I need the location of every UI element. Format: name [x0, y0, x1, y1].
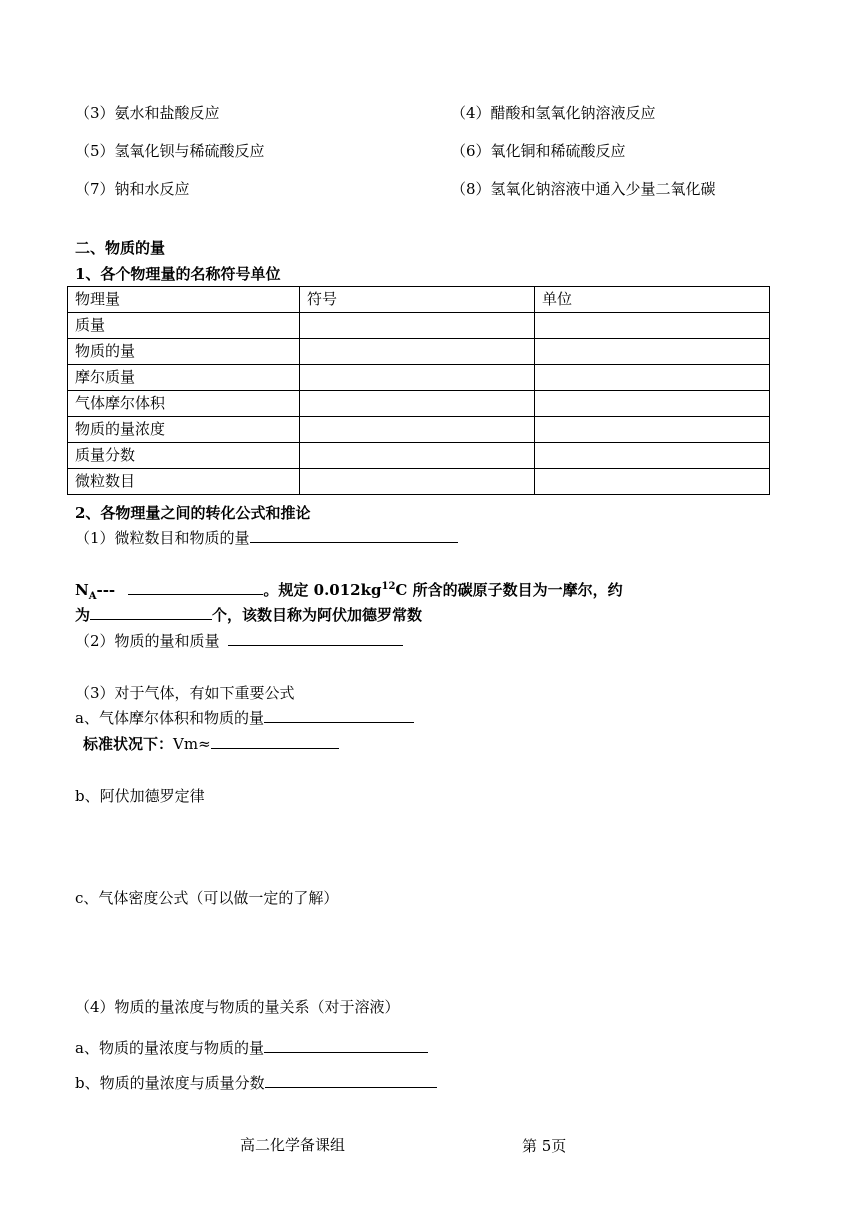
table-cell-quantity: 物质的量浓度 [68, 417, 300, 443]
table-header-cell: 物理量 [68, 287, 300, 313]
na-blank[interactable] [128, 580, 263, 595]
item-3c-label: c、气体密度公式（可以做一定的了解） [75, 889, 339, 907]
table-cell-unit[interactable] [535, 443, 770, 469]
reaction-7: （7）钠和水反应 [75, 180, 190, 198]
table-row [68, 391, 770, 417]
table-cell-unit[interactable] [535, 313, 770, 339]
reaction-3: （3）氨水和盐酸反应 [75, 104, 220, 122]
reaction-5: （5）氢氧化钡与稀硫酸反应 [75, 142, 265, 160]
std-condition-label: 标准状况下： [83, 735, 174, 753]
reaction-8: （8）氢氧化钠溶液中通入少量二氧化碳 [451, 180, 716, 198]
item-4b-line [75, 1073, 437, 1093]
item-4-label: （4）物质的量浓度与物质的量关系（对于溶液） [75, 998, 400, 1016]
quantities-table [67, 286, 770, 495]
item-3a-line [75, 708, 414, 728]
table-cell-quantity: 微粒数目 [68, 469, 300, 495]
table-cell-unit[interactable] [535, 339, 770, 365]
std-vm-label: Vm≈ [173, 735, 211, 753]
table-cell-quantity: 质量 [68, 313, 300, 339]
table-cell-unit[interactable] [535, 365, 770, 391]
na-text-1: 。规定 0.012kg [263, 581, 382, 599]
table-header-cell: 单位 [535, 287, 770, 313]
reaction-6: （6）氧化铜和稀硫酸反应 [451, 142, 626, 160]
item-1-blank[interactable] [250, 528, 458, 543]
table-cell-symbol[interactable] [300, 469, 535, 495]
item-3-label: （3）对于气体，有如下重要公式 [75, 684, 295, 702]
table-cell-unit[interactable] [535, 417, 770, 443]
std-vm-blank[interactable] [211, 734, 339, 749]
table-cell-symbol[interactable] [300, 313, 535, 339]
table-cell-quantity: 气体摩尔体积 [68, 391, 300, 417]
na-line-2-prefix: 为 [75, 606, 91, 624]
na-line-1 [75, 580, 623, 600]
table-cell-symbol[interactable] [300, 417, 535, 443]
section-title: 二、物质的量 [75, 239, 166, 257]
item-3b-label: b、阿伏加德罗定律 [75, 787, 205, 805]
na-superscript: 12 [381, 581, 396, 592]
table-row [68, 313, 770, 339]
na-line-2-suffix: 个，该数目称为阿伏加德罗常数 [212, 606, 423, 624]
table-cell-symbol[interactable] [300, 391, 535, 417]
na-dashes: --- [96, 581, 116, 599]
table-row [68, 417, 770, 443]
subsection-1-title: 1、各个物理量的名称符号单位 [75, 265, 281, 283]
item-4b-blank[interactable] [265, 1073, 437, 1088]
reaction-4: （4）醋酸和氢氧化钠溶液反应 [451, 104, 656, 122]
table-cell-unit[interactable] [535, 469, 770, 495]
avogadro-blank[interactable] [90, 605, 212, 620]
item-3a-label: a、气体摩尔体积和物质的量 [75, 709, 264, 727]
item-3a-blank[interactable] [264, 708, 414, 723]
item-4a-label: a、物质的量浓度与物质的量 [75, 1039, 264, 1057]
std-condition-line [83, 734, 339, 754]
table-row [68, 469, 770, 495]
item-4a-blank[interactable] [264, 1038, 428, 1053]
na-line-2 [75, 605, 422, 625]
table-cell-symbol[interactable] [300, 443, 535, 469]
table-header-cell: 符号 [300, 287, 535, 313]
na-subscript: A [88, 591, 97, 602]
table-cell-quantity: 质量分数 [68, 443, 300, 469]
item-4b-label: b、物质的量浓度与质量分数 [75, 1074, 265, 1092]
table-row [68, 339, 770, 365]
item-2-line [75, 631, 403, 651]
item-2-blank[interactable] [228, 631, 403, 646]
table-row [68, 443, 770, 469]
table-header-row [68, 287, 770, 313]
item-1-line [75, 528, 458, 548]
table-cell-quantity: 摩尔质量 [68, 365, 300, 391]
table-row [68, 365, 770, 391]
footer-page-number: 第 5页 [522, 1137, 567, 1155]
table-cell-symbol[interactable] [300, 365, 535, 391]
na-text-2: C 所含的碳原子数目为一摩尔，约 [395, 581, 623, 599]
item-2-label: （2）物质的量和质量 [75, 632, 220, 650]
na-symbol: N [75, 581, 89, 599]
table-cell-unit[interactable] [535, 391, 770, 417]
table-cell-quantity: 物质的量 [68, 339, 300, 365]
item-4a-line [75, 1038, 428, 1058]
subsection-2-title: 2、各物理量之间的转化公式和推论 [75, 504, 311, 522]
item-1-label: （1）微粒数目和物质的量 [75, 529, 250, 547]
table-cell-symbol[interactable] [300, 339, 535, 365]
footer-group: 高二化学备课组 [240, 1136, 346, 1154]
